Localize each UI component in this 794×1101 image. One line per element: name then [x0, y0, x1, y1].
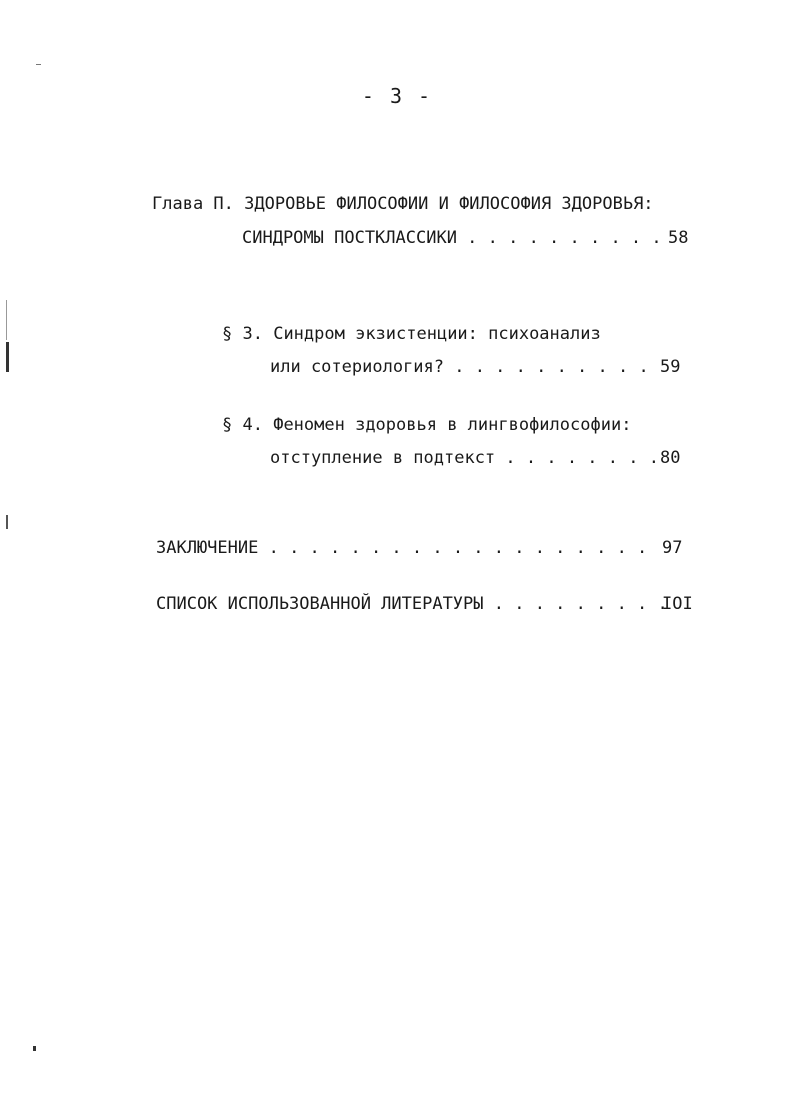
- scan-mark: [6, 515, 8, 529]
- dot-leader: . . . . . . . . . .: [456, 228, 662, 248]
- section-label: § 4.: [222, 415, 263, 435]
- page-ref: 58: [668, 228, 689, 248]
- scan-mark: [6, 342, 9, 372]
- page-ref: IOI: [662, 594, 693, 614]
- scan-mark: [6, 300, 7, 340]
- conclusion-title: ЗАКЛЮЧЕНИЕ: [156, 538, 259, 558]
- page-ref: 59: [660, 357, 681, 377]
- section-title-line1: Синдром экзистенции: психоанализ: [273, 324, 601, 344]
- section-title-line2: отступление в подтекст: [270, 448, 496, 468]
- scan-mark: [33, 1046, 36, 1051]
- section-label: § 3.: [222, 324, 263, 344]
- scan-mark: [36, 64, 41, 65]
- page-ref: 80: [660, 448, 681, 468]
- references-title: СПИСОК ИСПОЛЬЗОВАННОЙ ЛИТЕРАТУРЫ: [156, 594, 484, 614]
- page-ref: 97: [662, 538, 683, 558]
- section-title-line1: Феномен здоровья в лингвофилософии:: [273, 415, 632, 435]
- section-title-line2: или сотериология?: [270, 357, 444, 377]
- chapter-label: Глава П.: [152, 194, 234, 214]
- dot-leader: . . . . . . . . . . . . . . . . . . .: [258, 538, 648, 558]
- dot-leader: . . . . . . . . .: [483, 594, 668, 614]
- chapter-title-line1: ЗДОРОВЬЕ ФИЛОСОФИИ И ФИЛОСОФИЯ ЗДОРОВЬЯ:: [244, 194, 654, 214]
- chapter-title-line2: СИНДРОМЫ ПОСТКЛАССИКИ: [242, 228, 457, 248]
- dot-leader: . . . . . . . . . .: [444, 357, 649, 377]
- page-number: - 3 -: [361, 84, 433, 108]
- dot-leader: . . . . . . . .: [495, 448, 659, 468]
